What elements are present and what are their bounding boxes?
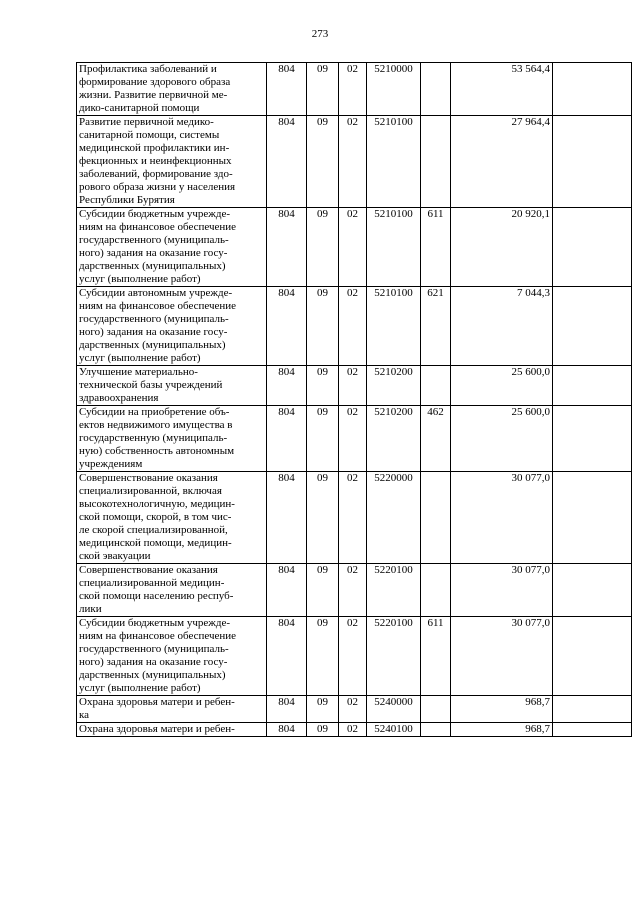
expense-kind-cell: [421, 366, 451, 406]
subsection-code-cell: 02: [339, 617, 367, 696]
ministry-code-cell: 804: [267, 63, 307, 116]
section-code-cell: 09: [307, 472, 339, 564]
extra-cell: [553, 208, 632, 287]
target-article-cell: 5210000: [367, 63, 421, 116]
ministry-code-cell: 804: [267, 287, 307, 366]
table-row: [77, 366, 632, 406]
row-name-cell: Субсидии автономным учрежде- ниям на финансовое обеспечение государственного (муниципаль- ного) задания на оказание госу- дарственных (муниципальных) услуг (выполнение работ): [77, 287, 267, 366]
section-code-cell: 09: [307, 116, 339, 208]
table-row: [77, 208, 632, 287]
amount-cell: 968,7: [451, 723, 553, 737]
section-code-cell: 09: [307, 617, 339, 696]
row-name-cell: Профилактика заболеваний и формирование здорового образа жизни. Развитие первичной ме- дико-санитарной помощи: [77, 63, 267, 116]
ministry-code-cell: 804: [267, 723, 307, 737]
ministry-code-cell: 804: [267, 472, 307, 564]
table-row: [77, 472, 632, 564]
section-code-cell: 09: [307, 366, 339, 406]
amount-cell: 7 044,3: [451, 287, 553, 366]
target-article-cell: 5210100: [367, 208, 421, 287]
amount-cell: 25 600,0: [451, 406, 553, 472]
expense-kind-cell: 621: [421, 287, 451, 366]
section-code-cell: 09: [307, 723, 339, 737]
extra-cell: [553, 366, 632, 406]
expense-kind-cell: 611: [421, 208, 451, 287]
subsection-code-cell: 02: [339, 564, 367, 617]
extra-cell: [553, 116, 632, 208]
expense-kind-cell: [421, 564, 451, 617]
table-row: [77, 116, 632, 208]
table-row: [77, 696, 632, 723]
row-name-cell: Охрана здоровья матери и ребен-: [77, 723, 267, 737]
extra-cell: [553, 617, 632, 696]
extra-cell: [553, 472, 632, 564]
amount-cell: 30 077,0: [451, 564, 553, 617]
target-article-cell: 5220100: [367, 564, 421, 617]
extra-cell: [553, 564, 632, 617]
subsection-code-cell: 02: [339, 723, 367, 737]
subsection-code-cell: 02: [339, 472, 367, 564]
expense-kind-cell: [421, 116, 451, 208]
ministry-code-cell: 804: [267, 406, 307, 472]
expense-kind-cell: [421, 63, 451, 116]
table-row: [77, 617, 632, 696]
extra-cell: [553, 406, 632, 472]
subsection-code-cell: 02: [339, 63, 367, 116]
row-name-cell: Субсидии бюджетным учрежде- ниям на финансовое обеспечение государственного (муниципаль- ного) задания на оказание госу- дарственных (муниципальных) услуг (выполнение работ): [77, 208, 267, 287]
table-row: [77, 723, 632, 737]
section-code-cell: 09: [307, 63, 339, 116]
section-code-cell: 09: [307, 564, 339, 617]
row-name-cell: Совершенствование оказания специализированной медицин- ской помощи населению респуб- лики: [77, 564, 267, 617]
table-row: [77, 63, 632, 116]
extra-cell: [553, 723, 632, 737]
target-article-cell: 5210100: [367, 116, 421, 208]
budget-table: [76, 62, 632, 737]
expense-kind-cell: 611: [421, 617, 451, 696]
section-code-cell: 09: [307, 208, 339, 287]
extra-cell: [553, 63, 632, 116]
target-article-cell: 5220100: [367, 617, 421, 696]
target-article-cell: 5240000: [367, 696, 421, 723]
subsection-code-cell: 02: [339, 696, 367, 723]
table-row: [77, 406, 632, 472]
target-article-cell: 5210200: [367, 366, 421, 406]
target-article-cell: 5240100: [367, 723, 421, 737]
target-article-cell: 5210200: [367, 406, 421, 472]
amount-cell: 53 564,4: [451, 63, 553, 116]
subsection-code-cell: 02: [339, 116, 367, 208]
amount-cell: 25 600,0: [451, 366, 553, 406]
section-code-cell: 09: [307, 406, 339, 472]
subsection-code-cell: 02: [339, 208, 367, 287]
subsection-code-cell: 02: [339, 406, 367, 472]
expense-kind-cell: [421, 696, 451, 723]
ministry-code-cell: 804: [267, 208, 307, 287]
ministry-code-cell: 804: [267, 617, 307, 696]
amount-cell: 27 964,4: [451, 116, 553, 208]
extra-cell: [553, 287, 632, 366]
ministry-code-cell: 804: [267, 696, 307, 723]
row-name-cell: Улучшение материально- технической базы учреждений здравоохранения: [77, 366, 267, 406]
section-code-cell: 09: [307, 287, 339, 366]
amount-cell: 968,7: [451, 696, 553, 723]
target-article-cell: 5220000: [367, 472, 421, 564]
expense-kind-cell: 462: [421, 406, 451, 472]
ministry-code-cell: 804: [267, 116, 307, 208]
amount-cell: 30 077,0: [451, 472, 553, 564]
extra-cell: [553, 696, 632, 723]
row-name-cell: Охрана здоровья матери и ребен- ка: [77, 696, 267, 723]
amount-cell: 30 077,0: [451, 617, 553, 696]
row-name-cell: Субсидии бюджетным учрежде- ниям на финансовое обеспечение государственного (муниципаль- ного) задания на оказание госу- дарственных (муниципальных) услуг (выполнение работ): [77, 617, 267, 696]
row-name-cell: Субсидии на приобретение объ- ектов недвижимого имущества в государственную (муниципаль- ную) собственность автономным учреждениям: [77, 406, 267, 472]
amount-cell: 20 920,1: [451, 208, 553, 287]
table-row: [77, 287, 632, 366]
subsection-code-cell: 02: [339, 287, 367, 366]
ministry-code-cell: 804: [267, 366, 307, 406]
section-code-cell: 09: [307, 696, 339, 723]
row-name-cell: Совершенствование оказания специализированной, включая высокотехнологичную, медицин- ской помощи, скорой, в том чис- ле скорой специализированной, медицинской помощи, медицин- ской эвакуации: [77, 472, 267, 564]
target-article-cell: 5210100: [367, 287, 421, 366]
ministry-code-cell: 804: [267, 564, 307, 617]
subsection-code-cell: 02: [339, 366, 367, 406]
expense-kind-cell: [421, 472, 451, 564]
table-row: [77, 564, 632, 617]
page-number: 273: [311, 28, 329, 40]
row-name-cell: Развитие первичной медико- санитарной помощи, системы медицинской профилактики ин- фекционных и неинфекционных заболеваний, формирование здо- рового образа жизни у населения Республики Бурятия: [77, 116, 267, 208]
expense-kind-cell: [421, 723, 451, 737]
